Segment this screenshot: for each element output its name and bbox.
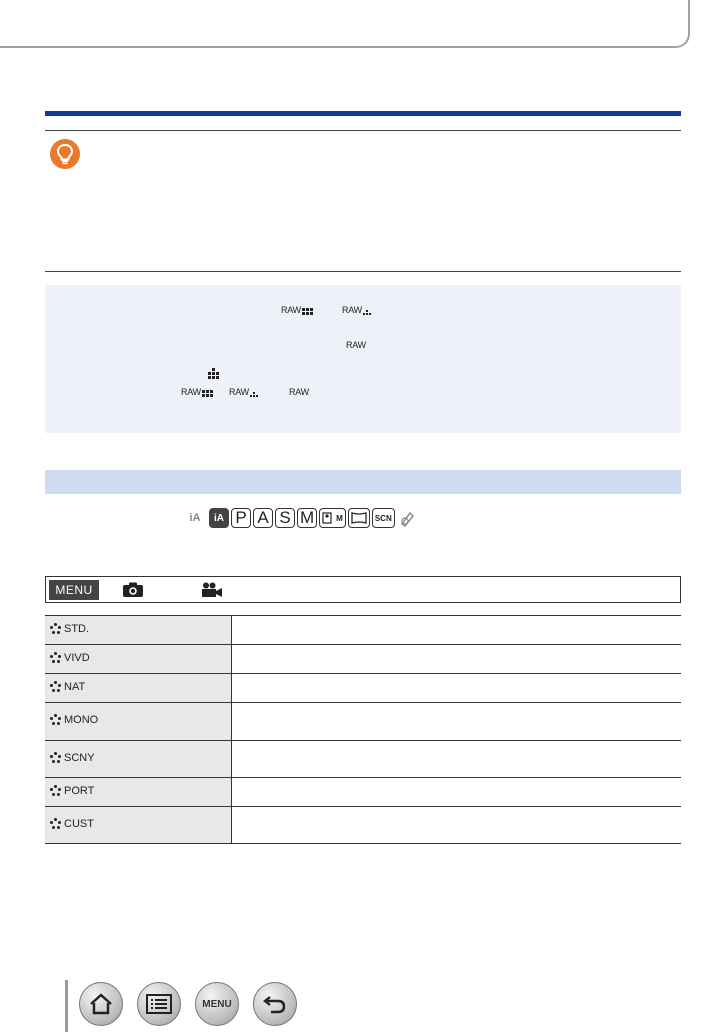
creative-control-icon xyxy=(397,508,419,528)
section-heading-bar xyxy=(45,470,681,494)
style-code-cell: PORT xyxy=(45,778,232,807)
table-row xyxy=(45,645,681,674)
photo-style-icon xyxy=(50,714,62,726)
a-mode-icon: A xyxy=(253,508,273,528)
m-mode-icon: M xyxy=(297,508,317,528)
style-desc-cell xyxy=(232,616,682,645)
scn-mode-icon: SCN xyxy=(372,508,395,528)
style-desc-cell xyxy=(232,703,682,741)
footer-navigation xyxy=(79,982,297,1026)
photo-style-icon xyxy=(50,818,62,830)
camera-rec-icon xyxy=(122,582,144,598)
style-code-cell: CUST xyxy=(45,807,232,844)
home-button[interactable] xyxy=(79,982,123,1026)
style-desc-cell xyxy=(232,674,682,703)
tip-top-divider xyxy=(45,130,681,131)
movie-m-mode-icon: M xyxy=(319,508,346,528)
lightbulb-tip-icon xyxy=(50,139,80,169)
ia-plus-mode-icon: iA xyxy=(209,508,229,528)
recording-mode-icons xyxy=(183,507,419,529)
table-row xyxy=(45,703,681,741)
table-row xyxy=(45,674,681,703)
photo-style-icon xyxy=(50,652,62,664)
table-row xyxy=(45,741,681,778)
raw-standard-icon: RAW xyxy=(342,305,371,315)
raw-fine-icon: RAW xyxy=(281,305,313,315)
menu-path-box xyxy=(45,576,681,603)
s-mode-icon: S xyxy=(275,508,295,528)
raw-only-icon-2: RAW xyxy=(289,387,309,397)
section-top-rule xyxy=(45,111,681,116)
photo-style-icon xyxy=(50,681,62,693)
table-row xyxy=(45,807,681,844)
home-icon xyxy=(88,992,114,1016)
style-desc-cell xyxy=(232,645,682,674)
menu-button[interactable]: MENU xyxy=(195,982,239,1026)
contents-button[interactable] xyxy=(137,982,181,1026)
table-row xyxy=(45,616,681,645)
back-arrow-icon xyxy=(262,993,288,1015)
note-box xyxy=(45,285,681,433)
style-code-cell: MONO xyxy=(45,703,232,741)
photo-style-icon xyxy=(50,785,62,797)
photo-style-icon xyxy=(50,623,62,635)
page-header-frame xyxy=(0,0,690,48)
style-code-cell: VIVD xyxy=(45,645,232,674)
panorama-mode-icon xyxy=(348,508,370,528)
menu-icon: MENU xyxy=(49,580,99,600)
style-code-cell: NAT xyxy=(45,674,232,703)
style-code-cell: SCNY xyxy=(45,741,232,778)
raw-only-icon: RAW xyxy=(346,340,366,350)
p-mode-icon: P xyxy=(231,508,251,528)
list-icon xyxy=(146,994,172,1014)
tip-bottom-divider xyxy=(45,271,681,272)
photo-style-table xyxy=(45,615,681,844)
photo-style-icon xyxy=(50,752,62,764)
style-code-cell: STD. xyxy=(45,616,232,645)
style-desc-cell xyxy=(232,778,682,807)
back-button[interactable] xyxy=(253,982,297,1026)
movie-camera-icon xyxy=(201,582,223,598)
raw-fine-icon-2: RAW xyxy=(181,387,213,397)
raw-standard-icon-2: RAW xyxy=(229,387,258,397)
table-row xyxy=(45,778,681,807)
style-desc-cell xyxy=(232,741,682,778)
style-desc-cell xyxy=(232,807,682,844)
fine-quality-icon xyxy=(207,368,219,379)
footer-rule xyxy=(65,980,68,1032)
ia-mode-icon: iA xyxy=(189,512,201,524)
